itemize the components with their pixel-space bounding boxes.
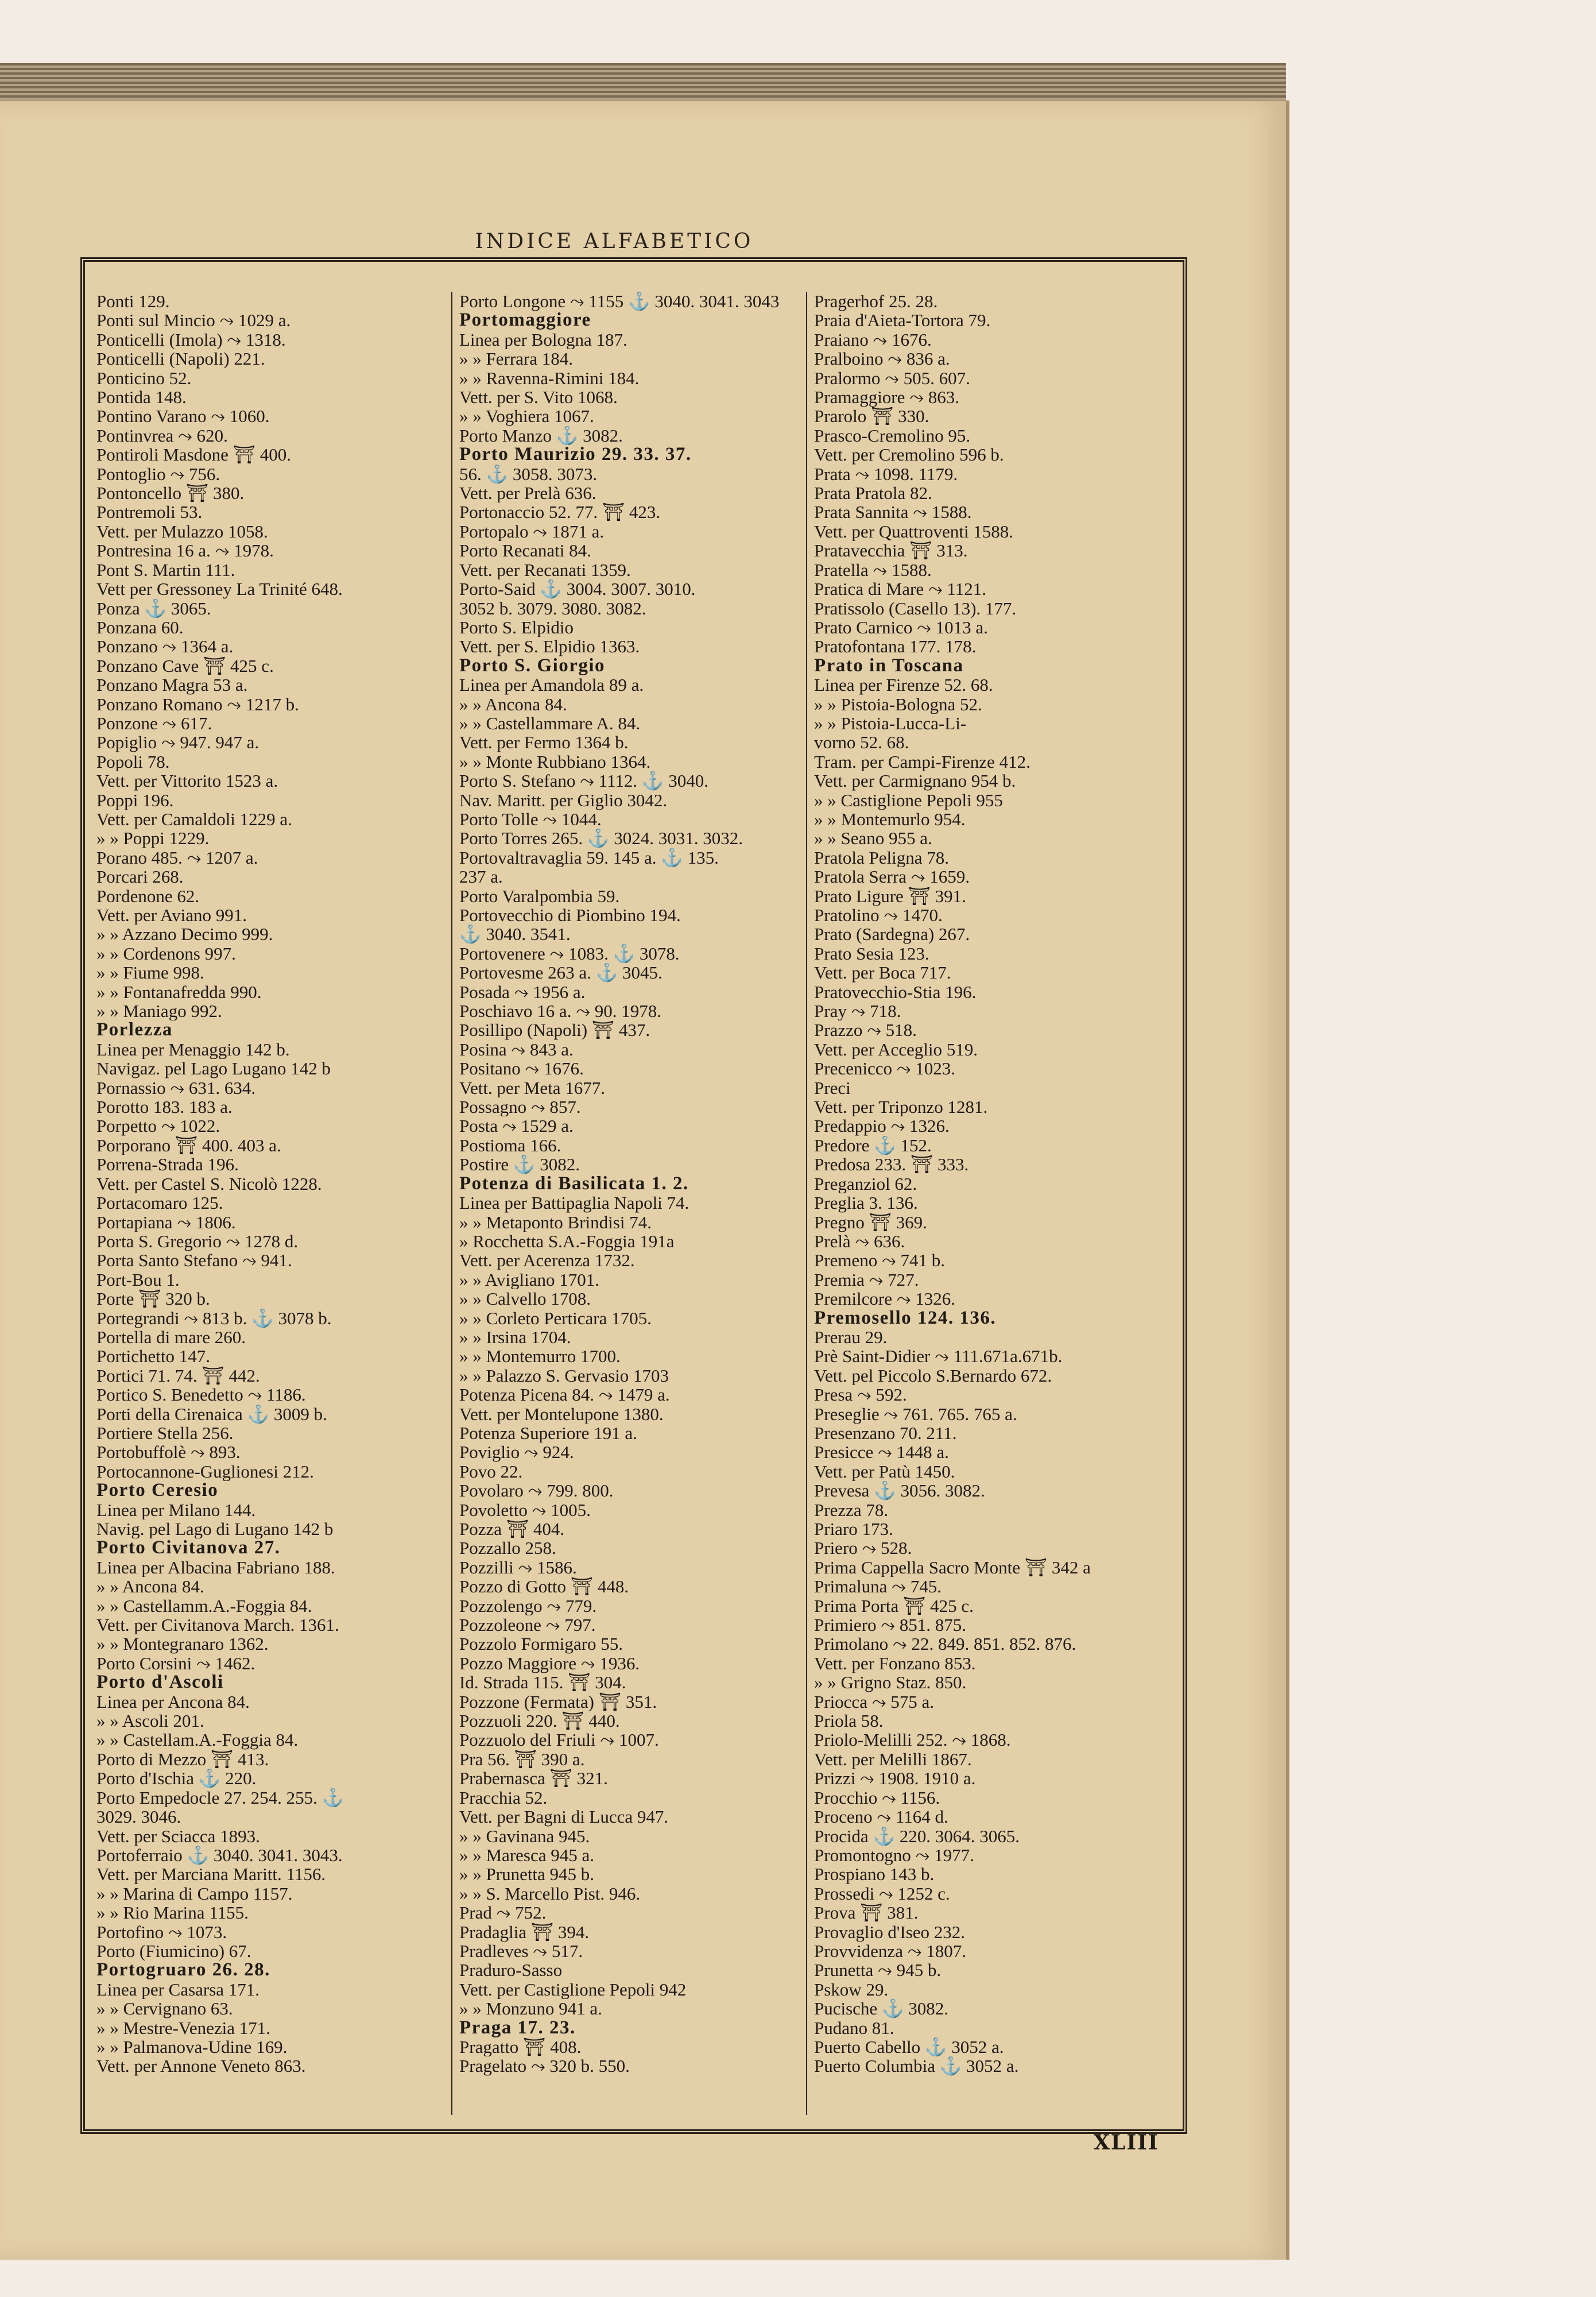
index-entry: Portogruaro 26. 28. xyxy=(96,1960,270,1980)
index-entry: Vett. per S. Elpidio 1363. xyxy=(459,637,640,656)
index-entry: Pozzuolo del Friuli ⤳ 1007. xyxy=(459,1730,659,1750)
index-entry: Portici 71. 74. ⛩ 442. xyxy=(96,1366,260,1386)
index-entry: Navig. pel Lago di Lugano 142 b xyxy=(96,1519,334,1539)
index-entry: Priola 58. xyxy=(814,1711,884,1731)
index-entry: Vett. per Castel S. Nicolò 1228. xyxy=(96,1174,322,1194)
index-entry: Portacomaro 125. xyxy=(96,1193,223,1213)
index-entry: Pskow 29. xyxy=(814,1979,889,2000)
index-entry: Pramaggiore ⤳ 863. xyxy=(814,388,959,407)
index-entry: Priaro 173. xyxy=(814,1519,893,1539)
index-entry: » » Metaponto Brindisi 74. xyxy=(459,1212,652,1232)
index-entry: » » Montemurro 1700. xyxy=(459,1347,621,1366)
index-entry: Navigaz. pel Lago Lugano 142 b xyxy=(96,1059,331,1078)
index-entry: » » Palmanova-Udine 169. xyxy=(96,2037,288,2057)
index-entry: Prima Porta ⛩ 425 c. xyxy=(814,1596,974,1616)
index-entry: Potenza di Basilicata 1. 2. xyxy=(459,1174,689,1194)
index-entry: Priero ⤳ 528. xyxy=(814,1538,912,1558)
index-entry: Povolaro ⤳ 799. 800. xyxy=(459,1481,614,1501)
index-entry: Pozzoleone ⤳ 797. xyxy=(459,1615,596,1635)
index-entry: Linea per Casarsa 171. xyxy=(96,1979,260,2000)
index-entry: Pontremoli 53. xyxy=(96,502,203,522)
index-entry: Pragerhof 25. 28. xyxy=(814,292,938,311)
index-entry: Priolo-Melilli 252. ⤳ 1868. xyxy=(814,1730,1011,1750)
index-entry: Prospiano 143 b. xyxy=(814,1865,935,1884)
index-entry: Pucische ⚓ 3082. xyxy=(814,1999,949,2018)
index-entry: Vett. per Vittorito 1523 a. xyxy=(96,771,278,791)
index-entry: » » Montemurlo 954. xyxy=(814,809,966,829)
index-entry: Portiere Stella 256. xyxy=(96,1423,234,1443)
index-entry: Prossedi ⤳ 1252 c. xyxy=(814,1884,950,1904)
index-entry: » » Castiglione Pepoli 955 xyxy=(814,790,1003,810)
index-entry: Pratovecchio-Stia 196. xyxy=(814,982,977,1002)
index-entry: Posta ⤳ 1529 a. xyxy=(459,1116,574,1136)
index-entry: Porto Civitanova 27. xyxy=(96,1538,281,1558)
index-entry: Possagno ⤳ 857. xyxy=(459,1097,581,1117)
index-entry: Porto-Said ⚓ 3004. 3007. 3010. xyxy=(459,579,696,599)
index-entry: Vett. per Triponzo 1281. xyxy=(814,1097,988,1117)
index-entry: Pralboino ⤳ 836 a. xyxy=(814,349,950,369)
index-entry: Ponzano Romano ⤳ 1217 b. xyxy=(96,694,299,714)
index-entry: » » Cordenons 997. xyxy=(96,943,236,964)
index-entry: Vett. per Castiglione Pepoli 942 xyxy=(459,1979,687,2000)
index-entry: » » Ascoli 201. xyxy=(96,1711,204,1731)
index-entry: Pracchia 52. xyxy=(459,1788,548,1808)
index-entry: » Rocchetta S.A.-Foggia 191a xyxy=(459,1231,675,1251)
index-entry: Prima Cappella Sacro Monte ⛩ 342 a xyxy=(814,1557,1091,1577)
index-entry: Porano 485. ⤳ 1207 a. xyxy=(96,848,258,868)
index-entry: Porte ⛩ 320 b. xyxy=(96,1289,210,1309)
index-entry: Pregno ⛩ 369. xyxy=(814,1212,927,1232)
index-entry: Portico S. Benedetto ⤳ 1186. xyxy=(96,1385,306,1405)
index-entry: Vett. per Bagni di Lucca 947. xyxy=(459,1807,669,1827)
index-entry: Linea per Ancona 84. xyxy=(96,1692,250,1712)
index-entry: Pozza ⛩ 404. xyxy=(459,1519,565,1539)
index-column-1 xyxy=(96,292,435,2076)
index-entry: Preci xyxy=(814,1078,851,1098)
index-entry: Pragelato ⤳ 320 b. 550. xyxy=(459,2056,630,2076)
index-entry: Porto S. Giorgio xyxy=(459,656,606,676)
index-entry: » » Pistoia-Lucca-Li- xyxy=(814,713,967,733)
index-entry: Porto Maurizio 29. 33. 37. xyxy=(459,445,692,465)
index-entry: » » Irsina 1704. xyxy=(459,1327,571,1347)
index-column-2 xyxy=(451,292,804,2115)
index-entry: Proceno ⤳ 1164 d. xyxy=(814,1807,948,1827)
index-entry: » » Monte Rubbiano 1364. xyxy=(459,752,651,772)
index-entry: Portichetto 147. xyxy=(96,1347,211,1366)
index-entry: Porto d'Ischia ⚓ 220. xyxy=(96,1769,257,1788)
index-entry: Portapiana ⤳ 1806. xyxy=(96,1212,236,1232)
index-entry: » » Fontanafredda 990. xyxy=(96,982,262,1002)
index-entry: » » Poppi 1229. xyxy=(96,829,210,848)
index-entry: Porto Torres 265. ⚓ 3024. 3031. 3032. xyxy=(459,829,743,848)
index-entry: Vett. per Marciana Maritt. 1156. xyxy=(96,1865,326,1884)
index-entry: Vett. per Patù 1450. xyxy=(814,1461,955,1482)
index-entry: Pontresina 16 a. ⤳ 1978. xyxy=(96,541,274,560)
index-entry: Pordenone 62. xyxy=(96,886,200,906)
index-entry: Provaglio d'Iseo 232. xyxy=(814,1922,966,1942)
index-entry: Prelà ⤳ 636. xyxy=(814,1231,905,1251)
index-entry: » » Castellammare A. 84. xyxy=(459,713,641,733)
index-entry: Porta Santo Stefano ⤳ 941. xyxy=(96,1251,292,1270)
index-entry: Pragatto ⛩ 408. xyxy=(459,2037,582,2057)
index-entry: Procchio ⤳ 1156. xyxy=(814,1788,940,1808)
index-entry: Tram. per Campi-Firenze 412. xyxy=(814,752,1031,772)
index-entry: Linea per Milano 144. xyxy=(96,1500,256,1519)
index-entry: Preglia 3. 136. xyxy=(814,1193,918,1213)
index-entry: Pozzuoli 220. ⛩ 440. xyxy=(459,1711,620,1731)
index-entry: Premosello 124. 136. xyxy=(814,1308,997,1328)
index-entry: Popoli 78. xyxy=(96,752,170,772)
index-entry: Praga 17. 23. xyxy=(459,2018,576,2037)
index-entry: Pratolino ⤳ 1470. xyxy=(814,906,943,925)
index-entry: Pratola Peligna 78. xyxy=(814,848,950,868)
index-entry: Prato Ligure ⛩ 391. xyxy=(814,886,966,906)
index-entry: » » Rio Marina 1155. xyxy=(96,1903,249,1923)
index-entry: Pont S. Martin 111. xyxy=(96,560,235,580)
index-entry: Prato in Toscana xyxy=(814,656,964,676)
index-entry: Prad ⤳ 752. xyxy=(459,1903,547,1923)
index-entry: Prevesa ⚓ 3056. 3082. xyxy=(814,1481,985,1501)
index-entry: Portegrandi ⤳ 813 b. ⚓ 3078 b. xyxy=(96,1308,332,1328)
index-entry: Prezza 78. xyxy=(814,1500,889,1519)
index-entry: Prata Sannita ⤳ 1588. xyxy=(814,502,972,522)
index-entry: Porto di Mezzo ⛩ 413. xyxy=(96,1749,269,1769)
index-entry: Prerau 29. xyxy=(814,1327,888,1347)
index-entry: Porta S. Gregorio ⤳ 1278 d. xyxy=(96,1231,299,1251)
index-entry: » » Azzano Decimo 999. xyxy=(96,925,273,944)
index-entry: Ponti sul Mincio ⤳ 1029 a. xyxy=(96,311,291,330)
index-entry: Pra 56. ⛩ 390 a. xyxy=(459,1749,585,1769)
index-entry: Vett. per Meta 1677. xyxy=(459,1078,605,1098)
index-entry: » » Ancona 84. xyxy=(96,1577,204,1596)
index-entry: Predosa 233. ⛩ 333. xyxy=(814,1155,969,1174)
index-entry: Puerto Columbia ⚓ 3052 a. xyxy=(814,2056,1019,2076)
index-frame xyxy=(80,257,1187,2134)
index-entry: Vett. per Sciacca 1893. xyxy=(96,1826,260,1846)
index-entry: Ponticelli (Napoli) 221. xyxy=(96,349,265,369)
index-entry: Pontoglio ⤳ 756. xyxy=(96,464,220,484)
index-entry: Pozzallo 258. xyxy=(459,1538,556,1558)
index-entry: Linea per Battipaglia Napoli 74. xyxy=(459,1193,689,1213)
index-entry: Vett. per Recanati 1359. xyxy=(459,560,631,580)
index-entry: Precenicco ⤳ 1023. xyxy=(814,1059,956,1078)
index-entry: » » S. Marcello Pist. 946. xyxy=(459,1884,641,1904)
index-entry: 3052 b. 3079. 3080. 3082. xyxy=(459,598,646,618)
index-entry: Porto Varalpombia 59. xyxy=(459,886,620,906)
index-entry: Prarolo ⛩ 330. xyxy=(814,407,929,426)
index-entry: Posada ⤳ 1956 a. xyxy=(459,982,586,1002)
index-entry: Prato Sesia 123. xyxy=(814,943,929,964)
index-entry: Pray ⤳ 718. xyxy=(814,1001,901,1021)
index-entry: » » Seano 955 a. xyxy=(814,829,932,848)
index-entry: Pratica di Mare ⤳ 1121. xyxy=(814,579,986,599)
index-entry: Porto (Fiumicino) 67. xyxy=(96,1941,251,1961)
index-entry: Predore ⚓ 152. xyxy=(814,1135,932,1155)
index-entry: Porto Ceresio xyxy=(96,1481,219,1501)
index-entry: Premeno ⤳ 741 b. xyxy=(814,1251,945,1270)
index-entry: » » Gavinana 945. xyxy=(459,1826,590,1846)
index-entry: Pontinvrea ⤳ 620. xyxy=(96,426,228,446)
index-entry: » » Calvello 1708. xyxy=(459,1289,591,1309)
index-entry: Vett. per Acerenza 1732. xyxy=(459,1251,635,1270)
index-entry: Ponza ⚓ 3065. xyxy=(96,598,211,618)
index-entry: » » Corleto Perticara 1705. xyxy=(459,1308,652,1328)
index-entry: Portocannone-Guglionesi 212. xyxy=(96,1461,314,1482)
index-entry: Prè Saint-Didier ⤳ 111.671a.671b. xyxy=(814,1347,1063,1366)
index-entry: Porcari 268. xyxy=(96,867,184,887)
index-entry: Ponzana 60. xyxy=(96,617,184,637)
index-entry: Pralormo ⤳ 505. 607. xyxy=(814,368,970,388)
index-entry: Preseglie ⤳ 761. 765. 765 a. xyxy=(814,1404,1017,1424)
index-entry: Portovaltravaglia 59. 145 a. ⚓ 135. xyxy=(459,848,719,868)
page-header: INDICE ALFABETICO xyxy=(475,230,754,253)
index-entry: Praia d'Aieta-Tortora 79. xyxy=(814,311,991,330)
index-entry: Premia ⤳ 727. xyxy=(814,1270,919,1290)
index-entry: » » Voghiera 1067. xyxy=(459,407,594,426)
index-entry: Port-Bou 1. xyxy=(96,1270,180,1290)
index-entry: Vett. per Civitanova March. 1361. xyxy=(96,1615,339,1635)
index-entry: Pudano 81. xyxy=(814,2018,894,2037)
index-entry: Vett. per Annone Veneto 863. xyxy=(96,2056,306,2076)
index-entry: Porto S. Elpidio xyxy=(459,617,574,637)
index-entry: Linea per Menaggio 142 b. xyxy=(96,1039,290,1059)
index-entry: Porto Empedocle 27. 254. 255. ⚓ xyxy=(96,1788,344,1808)
index-entry: Ponzano Magra 53 a. xyxy=(96,675,248,695)
index-entry: Porpetto ⤳ 1022. xyxy=(96,1116,220,1136)
index-entry: Priocca ⤳ 575 a. xyxy=(814,1692,935,1712)
index-entry: Vett. per S. Vito 1068. xyxy=(459,388,618,407)
index-entry: Poviglio ⤳ 924. xyxy=(459,1443,574,1462)
index-entry: Prunetta ⤳ 945 b. xyxy=(814,1960,942,1980)
index-entry: Potenza Picena 84. ⤳ 1479 a. xyxy=(459,1385,670,1405)
index-entry: Ponticelli (Imola) ⤳ 1318. xyxy=(96,330,286,350)
index-entry: Vett per Gressoney La Trinité 648. xyxy=(96,579,343,599)
index-entry: Praiano ⤳ 1676. xyxy=(814,330,932,350)
index-entry: Provvidenza ⤳ 1807. xyxy=(814,1941,967,1961)
index-entry: ⚓ 3040. 3541. xyxy=(459,925,571,944)
index-entry: Povoletto ⤳ 1005. xyxy=(459,1500,591,1519)
index-entry: Vett. per Melilli 1867. xyxy=(814,1749,972,1769)
index-entry: Portopalo ⤳ 1871 a. xyxy=(459,521,605,542)
index-entry: Prova ⛩ 381. xyxy=(814,1903,919,1923)
index-entry: Vett. per Mulazzo 1058. xyxy=(96,521,268,542)
index-entry: Ponzone ⤳ 617. xyxy=(96,713,212,733)
index-entry: » » Prunetta 945 b. xyxy=(459,1865,595,1884)
index-entry: Portovesme 263 a. ⚓ 3045. xyxy=(459,963,663,983)
index-column-3 xyxy=(806,292,1170,2115)
index-entry: Ponticino 52. xyxy=(96,368,192,388)
index-entry: Primiero ⤳ 851. 875. xyxy=(814,1615,967,1635)
index-entry: Presenzano 70. 211. xyxy=(814,1423,957,1443)
index-entry: Id. Strada 115. ⛩ 304. xyxy=(459,1673,626,1692)
index-entry: Pornassio ⤳ 631. 634. xyxy=(96,1078,256,1098)
index-entry: Preganziol 62. xyxy=(814,1174,917,1194)
index-entry: Pontiroli Masdone ⛩ 400. xyxy=(96,445,292,465)
index-entry: Premilcore ⤳ 1326. xyxy=(814,1289,956,1309)
index-entry: » » Maniago 992. xyxy=(96,1001,222,1021)
index-entry: Pratissolo (Casello 13). 177. xyxy=(814,598,1017,618)
index-entry: Porti della Cirenaica ⚓ 3009 b. xyxy=(96,1404,327,1424)
index-entry: Prizzi ⤳ 1908. 1910 a. xyxy=(814,1769,976,1788)
index-entry: » » Maresca 945 a. xyxy=(459,1845,594,1865)
index-entry: Ponzano ⤳ 1364 a. xyxy=(96,637,234,656)
index-entry: Prato Carnico ⤳ 1013 a. xyxy=(814,617,988,637)
index-entry: Pozzone (Fermata) ⛩ 351. xyxy=(459,1692,657,1712)
index-entry: » » Ferrara 184. xyxy=(459,349,573,369)
index-entry: Porlezza xyxy=(96,1020,173,1040)
index-entry: Portofino ⤳ 1073. xyxy=(96,1922,227,1942)
index-entry: Prato (Sardegna) 267. xyxy=(814,925,970,944)
index-entry: Vett. per Carmignano 954 b. xyxy=(814,771,1016,791)
index-entry: Portonaccio 52. 77. ⛩ 423. xyxy=(459,502,661,522)
index-entry: Portomaggiore xyxy=(459,311,591,330)
index-entry: Porto S. Stefano ⤳ 1112. ⚓ 3040. xyxy=(459,771,708,791)
index-entry: » » Mestre-Venezia 171. xyxy=(96,2018,271,2037)
index-entry: Presicce ⤳ 1448 a. xyxy=(814,1443,949,1462)
index-entry: » » Montegranaro 1362. xyxy=(96,1634,269,1654)
index-entry: » » Palazzo S. Gervasio 1703 xyxy=(459,1366,669,1386)
index-entry: Vett. per Boca 717. xyxy=(814,963,951,983)
index-entry: Pradleves ⤳ 517. xyxy=(459,1941,583,1961)
index-entry: Porto Longone ⤳ 1155 ⚓ 3040. 3041. 3043 xyxy=(459,292,780,311)
index-entry: Pratavecchia ⛩ 313. xyxy=(814,541,968,560)
index-entry: Pontoncello ⛩ 380. xyxy=(96,484,245,503)
index-entry: Pratofontana 177. 178. xyxy=(814,637,977,656)
index-entry: Vett. per Quattroventi 1588. xyxy=(814,521,1013,542)
index-entry: Presa ⤳ 592. xyxy=(814,1385,907,1405)
index-entry: Pradaglia ⛩ 394. xyxy=(459,1922,590,1942)
index-entry: 237 a. xyxy=(459,867,503,887)
index-entry: » » Fiume 998. xyxy=(96,963,204,983)
index-entry: Porporano ⛩ 400. 403 a. xyxy=(96,1135,281,1155)
index-entry: Prata ⤳ 1098. 1179. xyxy=(814,464,958,484)
index-entry: Porrena-Strada 196. xyxy=(96,1155,239,1174)
index-entry: Vett. per Montelupone 1380. xyxy=(459,1404,664,1424)
index-entry: » » Ravenna-Rimini 184. xyxy=(459,368,640,388)
index-entry: » » Avigliano 1701. xyxy=(459,1270,599,1290)
index-entry: Prata Pratola 82. xyxy=(814,484,932,503)
index-entry: Portobuffolè ⤳ 893. xyxy=(96,1443,241,1462)
index-entry: Vett. per Cremolino 596 b. xyxy=(814,445,1004,465)
index-entry: Porto d'Ascoli xyxy=(96,1673,224,1692)
index-entry: Primolano ⤳ 22. 849. 851. 852. 876. xyxy=(814,1634,1076,1654)
index-entry: Postioma 166. xyxy=(459,1135,561,1155)
index-entry: » » Castellamm.A.-Foggia 84. xyxy=(96,1596,312,1616)
index-entry: Promontogno ⤳ 1977. xyxy=(814,1845,974,1865)
index-entry: Potenza Superiore 191 a. xyxy=(459,1423,637,1443)
index-entry: Pozzo di Gotto ⛩ 448. xyxy=(459,1577,629,1596)
index-entry: » » Grigno Staz. 850. xyxy=(814,1673,967,1692)
index-entry: Vett. per Acceglio 519. xyxy=(814,1039,978,1059)
index-entry: Pontida 148. xyxy=(96,388,187,407)
index-entry: Pozzilli ⤳ 1586. xyxy=(459,1557,577,1577)
index-entry: Pontino Varano ⤳ 1060. xyxy=(96,407,270,426)
index-entry: Posillipo (Napoli) ⛩ 437. xyxy=(459,1020,650,1040)
index-entry: Nav. Maritt. per Giglio 3042. xyxy=(459,790,668,810)
index-entry: Popiglio ⤳ 947. 947 a. xyxy=(96,733,259,752)
index-entry: Linea per Albacina Fabriano 188. xyxy=(96,1557,335,1577)
page-number: XLIII xyxy=(1094,2130,1159,2155)
index-entry: Portella di mare 260. xyxy=(96,1327,246,1347)
index-entry: Vett. per Prelà 636. xyxy=(459,484,596,503)
index-entry: Porto Corsini ⤳ 1462. xyxy=(96,1653,255,1673)
index-entry: Pozzolengo ⤳ 779. xyxy=(459,1596,597,1616)
index-entry: Porto Manzo ⚓ 3082. xyxy=(459,426,623,446)
index-entry: Ponti 129. xyxy=(96,292,170,311)
index-entry: 56. ⚓ 3058. 3073. xyxy=(459,464,598,484)
index-entry: Puerto Cabello ⚓ 3052 a. xyxy=(814,2037,1004,2057)
index-entry: Prabernasca ⛩ 321. xyxy=(459,1769,608,1788)
index-entry: Vett. pel Piccolo S.Bernardo 672. xyxy=(814,1366,1052,1386)
index-entry: Linea per Bologna 187. xyxy=(459,330,627,350)
index-entry: vorno 52. 68. xyxy=(814,733,909,752)
index-entry: Posina ⤳ 843 a. xyxy=(459,1039,574,1059)
index-entry: 3029. 3046. xyxy=(96,1807,181,1827)
index-entry: Prazzo ⤳ 518. xyxy=(814,1020,917,1040)
index-entry: Ponzano Cave ⛩ 425 c. xyxy=(96,656,274,676)
index-entry: Predappio ⤳ 1326. xyxy=(814,1116,950,1136)
index-entry: Prasco-Cremolino 95. xyxy=(814,426,971,446)
index-entry: Pozzo Maggiore ⤳ 1936. xyxy=(459,1653,640,1673)
index-entry: Portovecchio di Piombino 194. xyxy=(459,906,681,925)
index-entry: Poschiavo 16 a. ⤳ 90. 1978. xyxy=(459,1001,661,1021)
index-entry: » » Pistoia-Bologna 52. xyxy=(814,694,982,714)
index-entry: Portovenere ⤳ 1083. ⚓ 3078. xyxy=(459,943,680,964)
index-entry: Vett. per Aviano 991. xyxy=(96,906,247,925)
index-entry: Vett. per Fermo 1364 b. xyxy=(459,733,629,752)
index-entry: Linea per Amandola 89 a. xyxy=(459,675,644,695)
index-entry: Positano ⤳ 1676. xyxy=(459,1059,584,1078)
index-entry: » » Marina di Campo 1157. xyxy=(96,1884,293,1904)
index-entry: Povo 22. xyxy=(459,1461,523,1482)
index-entry: Poppi 196. xyxy=(96,790,174,810)
index-entry: » » Monzuno 941 a. xyxy=(459,1999,602,2018)
index-entry: Primaluna ⤳ 745. xyxy=(814,1577,942,1596)
index-entry: Pratella ⤳ 1588. xyxy=(814,560,932,580)
index-entry: Linea per Firenze 52. 68. xyxy=(814,675,993,695)
index-entry: Pratola Serra ⤳ 1659. xyxy=(814,867,970,887)
index-entry: Praduro-Sasso xyxy=(459,1960,563,1980)
index-entry: Vett. per Fonzano 853. xyxy=(814,1653,976,1673)
index-entry: Portoferraio ⚓ 3040. 3041. 3043. xyxy=(96,1845,343,1865)
index-entry: Porto Recanati 84. xyxy=(459,541,591,560)
index-entry: Postire ⚓ 3082. xyxy=(459,1155,580,1174)
index-entry: Procida ⚓ 220. 3064. 3065. xyxy=(814,1826,1020,1846)
index-entry: » » Castellam.A.-Foggia 84. xyxy=(96,1730,299,1750)
index-entry: » » Cervignano 63. xyxy=(96,1999,233,2018)
index-entry: Vett. per Camaldoli 1229 a. xyxy=(96,809,292,829)
index-entry: Pozzolo Formigaro 55. xyxy=(459,1634,623,1654)
index-entry: » » Ancona 84. xyxy=(459,694,567,714)
index-entry: Porotto 183. 183 a. xyxy=(96,1097,233,1117)
index-entry: Porto Tolle ⤳ 1044. xyxy=(459,809,602,829)
